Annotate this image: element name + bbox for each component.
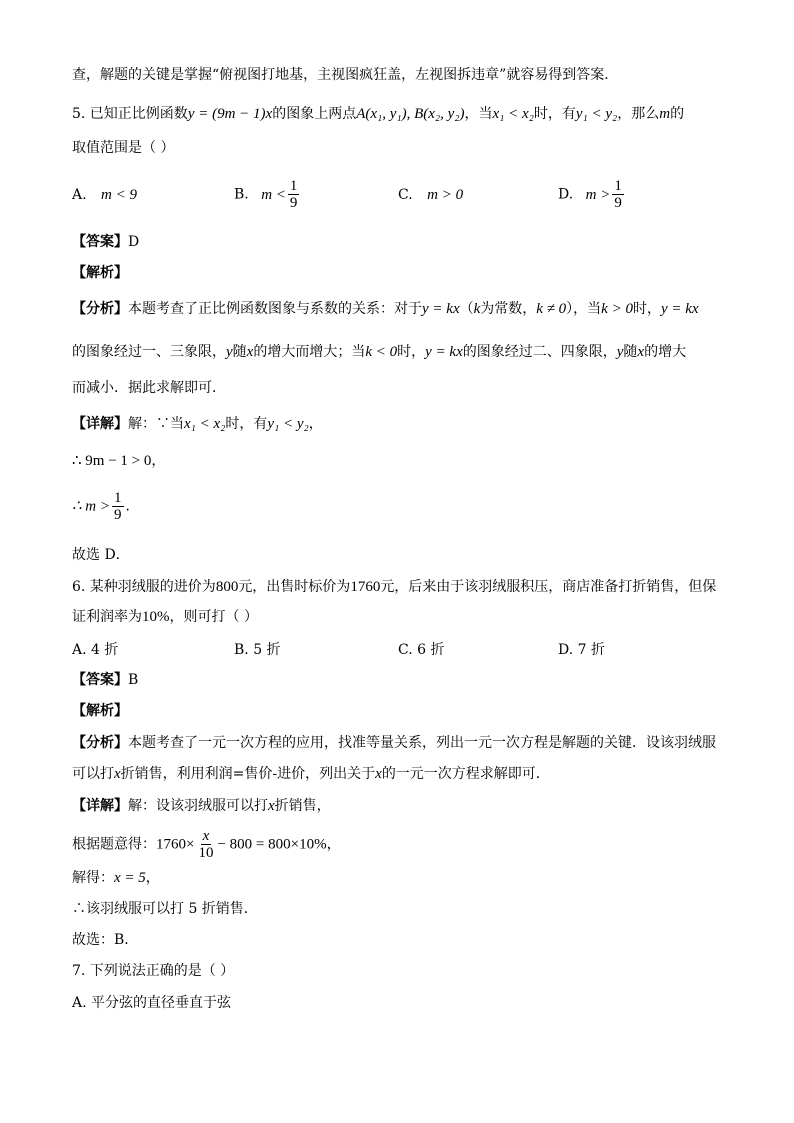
q5-option-a (72, 187, 137, 204)
q6-stem-2a: 证利润率为 (72, 609, 142, 625)
q5-xj-expr-1d: y₁ < y₂ (267, 416, 309, 432)
q6-xj-den: 10 (198, 845, 214, 861)
q5-xj-step3-den: 9 (114, 507, 122, 523)
q6-xj-text-3a: 解得： (72, 870, 114, 886)
q5-xj-expr-1b: x₁ < x₂ (184, 416, 226, 432)
q6-stem-1b: 800 (215, 579, 239, 595)
q5-fenxi-expr-1f: k ≠ 0 (536, 301, 567, 317)
q5-option-c-text: m > 0 (427, 187, 464, 203)
q6-option-c: C. 6 折 (398, 642, 445, 658)
q5-fenxi-text-2k: 随 (623, 344, 638, 360)
q5-fenxi-expr-2j: y (616, 344, 624, 360)
q5-fenxi-text-2m: 的增大 (644, 344, 687, 360)
q5-fenxi-text-2g: 时， (397, 344, 426, 360)
q5-answer-tag: 【答案】 (72, 234, 128, 250)
q5-option-d-label: D. (558, 186, 574, 203)
q5-option-d (558, 178, 626, 211)
q6-xj-text-3c: ， (145, 870, 160, 886)
q5-analysis-tag: 【解析】 (72, 265, 128, 281)
q6-xiangjie-line4: ∴该羽绒服可以打 5 折销售． (72, 901, 258, 917)
q5-fenxi-expr-2h: y = kx (425, 344, 463, 360)
q6-option-a: A. 4 折 (72, 642, 119, 658)
q5-xj-text-1e: ， (308, 416, 323, 432)
q6-stem-1c: 元，出售时标价为 (238, 579, 351, 595)
q6-fenxi-line2 (72, 764, 550, 784)
q5-fenxi-text-2a: 的图象经过一、三象限， (72, 344, 226, 360)
q6-fenxi-text-2a: 可以打 (72, 766, 114, 782)
q5-fenxi-line1 (72, 299, 699, 319)
q5-cond1-post: 时，有 (533, 106, 576, 122)
q5-option-b-fraction (288, 178, 300, 211)
q5-fenxi-tag: 【分析】 (72, 301, 128, 317)
q5-fenxi-expr-2f: k < 0 (365, 344, 398, 360)
q6-stem-1e: 元，后来由于该羽绒服积压，商店准备打折销售，但保 (380, 579, 717, 595)
q5-fenxi-text-1i: 时， (632, 301, 661, 317)
q6-answer-tag: 【答案】 (72, 672, 128, 688)
q5-points: A(x₁, y₁), B(x₂, y₂) (356, 106, 465, 122)
q5-fenxi-expr-1j: y = kx (660, 301, 699, 317)
q5-option-d-num: 1 (614, 178, 622, 194)
q5-option-b-den: 9 (289, 195, 298, 211)
q5-fenxi-text-2c: 随 (232, 344, 247, 360)
q6-fenxi-text-2c: 折销售，利用利润=售价-进价，列出关于 (120, 766, 376, 782)
q6-fenxi-line1 (72, 733, 716, 753)
q5-stem-line1 (72, 104, 684, 124)
q6-xj-text-2d: ， (326, 836, 341, 853)
q5-fenxi-text-1c: （ (459, 301, 474, 317)
q5-xj-step3-num: 1 (114, 490, 122, 506)
q5-xj-step2-punct: ， (151, 453, 166, 469)
q6-fenxi-expr-2d: x (375, 766, 382, 782)
q5-stem-mid: 的图象上两点 (272, 106, 357, 122)
q5-fenxi-text-1e: 为常数， (480, 301, 537, 317)
q5-func: y = (9m − 1)x (187, 106, 273, 122)
q5-xj-step3-punct: ． (125, 498, 140, 515)
q5-fenxi-expr-1b: y = kx (422, 301, 460, 317)
q5-option-c (398, 187, 463, 204)
q6-fenxi-tag: 【分析】 (72, 735, 128, 751)
q5-answer (72, 232, 139, 252)
q6-stem-2b: 10% (142, 609, 170, 625)
q6-xj-text-2a: 根据题意得： (72, 836, 156, 853)
q5-fenxi-text-1g: ），当 (566, 301, 602, 317)
q5-fenxi-text-2e: 的增大而增大；当 (253, 344, 366, 360)
q5-stem-end2: 的 (670, 106, 685, 122)
q5-fenxi-expr-2l: x (637, 344, 645, 360)
q5-xj-step3-fraction (112, 490, 124, 523)
q6-xiangjie-line1 (72, 796, 331, 816)
q5-fenxi-expr-1h: k > 0 (601, 301, 633, 317)
q6-xj-expr-2c: − 800 = 800×10% (217, 836, 327, 853)
q5-fenxi-expr-2d: x (246, 344, 254, 360)
q6-fenxi-text-1: 本题考查了一元一次方程的应用，找准等量关系，列出一元一次方程是解题的关键．设该羽绒服 (128, 735, 716, 751)
q7-stem: 7. 下列说法正确的是（ ） (72, 963, 235, 979)
q6-xiangjie-line2 (72, 828, 341, 861)
q5-xj-text-1c: 时，有 (225, 416, 268, 432)
q5-option-b-label: B. (234, 186, 249, 203)
q5-stem-pre: 5. 已知正比例函数 (72, 106, 188, 122)
q6-xiangjie-line5: 故选：B． (72, 932, 139, 948)
q5-option-b-pre: m < (261, 186, 286, 203)
q5-cond2-expr: y₁ < y₂ (575, 106, 618, 122)
q5-option-a-text: m < 9 (101, 187, 137, 203)
q5-answer-value: D (128, 234, 140, 250)
q5-option-c-label: C. (398, 187, 413, 203)
q6-fenxi-expr-2b: x (114, 766, 121, 782)
q5-var-m: m (659, 106, 671, 122)
q5-cond1: ，当 (464, 106, 493, 122)
q5-stem-line2: 取值范围是（ ） (72, 140, 175, 156)
q5-xiangjie-line3 (72, 490, 140, 523)
q6-xj-text-1c: 折销售， (274, 798, 331, 814)
q5-fenxi-line2 (72, 342, 686, 362)
q6-xj-expr-2b: 1760× (156, 836, 195, 853)
q5-stem-end: ，那么 (617, 106, 660, 122)
q5-xiangjie-line1 (72, 414, 323, 434)
q5-cond1-expr: x₁ < x₂ (492, 106, 534, 122)
q6-xiangjie-tag: 【详解】 (72, 798, 128, 814)
q5-option-d-fraction (612, 178, 624, 211)
q6-option-b: B. 5 折 (234, 642, 281, 658)
q6-xj-expr-1b: x (268, 798, 275, 814)
q5-fenxi-text-2i: 的图象经过二、四象限， (462, 344, 617, 360)
q6-xj-text-1a: 解：设该羽绒服可以打 (128, 798, 268, 814)
q6-option-d: D. 7 折 (558, 642, 605, 658)
q5-xiangjie-tag: 【详解】 (72, 416, 128, 432)
q6-analysis-tag: 【解析】 (72, 703, 128, 719)
q5-option-a-label: A. (72, 187, 87, 203)
q5-fenxi-line3: 而减小．据此求解即可． (72, 380, 226, 396)
q6-xiangjie-line3 (72, 868, 160, 888)
q5-xiangjie-line2 (72, 451, 165, 471)
q6-stem-line2 (72, 607, 258, 627)
intro-line: 查，解题的关键是掌握“俯视图打地基，主视图疯狂盖，左视图拆违章”就容易得到答案． (72, 67, 619, 83)
q5-xiangjie-line4: 故选 D． (72, 547, 130, 563)
q5-option-b-num: 1 (289, 178, 298, 194)
q6-stem-line1 (72, 577, 716, 597)
q6-stem-2c: ，则可打（ ） (169, 609, 258, 625)
q6-xj-fraction (196, 828, 215, 861)
q5-option-d-pre: m > (585, 186, 611, 203)
q6-xj-expr-3b: x = 5 (114, 870, 146, 886)
q5-xj-step2: ∴ 9m − 1 > 0 (72, 453, 152, 469)
q6-xj-num: x (202, 828, 210, 844)
q6-fenxi-text-2e: 的一元一次方程求解即可． (381, 766, 550, 782)
q5-fenxi-expr-2b: y (226, 344, 233, 360)
q6-answer-value: B (128, 672, 139, 688)
q5-option-b (234, 178, 301, 211)
q5-xj-text-1a: 解：∵当 (128, 416, 184, 432)
q6-stem-1d: 1760 (350, 579, 381, 595)
q7-option-a: A. 平分弦的直径垂直于弦 (72, 995, 232, 1011)
q5-fenxi-text-1a: 本题考查了正比例函数图象与系数的关系：对于 (128, 301, 422, 317)
q5-xj-step3-pre: ∴ m > (72, 498, 110, 515)
q6-answer (72, 670, 138, 690)
q6-stem-1a: 6. 某种羽绒服的进价为 (72, 579, 216, 595)
q5-fenxi-expr-1d: k (473, 301, 481, 317)
q5-option-d-den: 9 (614, 195, 622, 211)
